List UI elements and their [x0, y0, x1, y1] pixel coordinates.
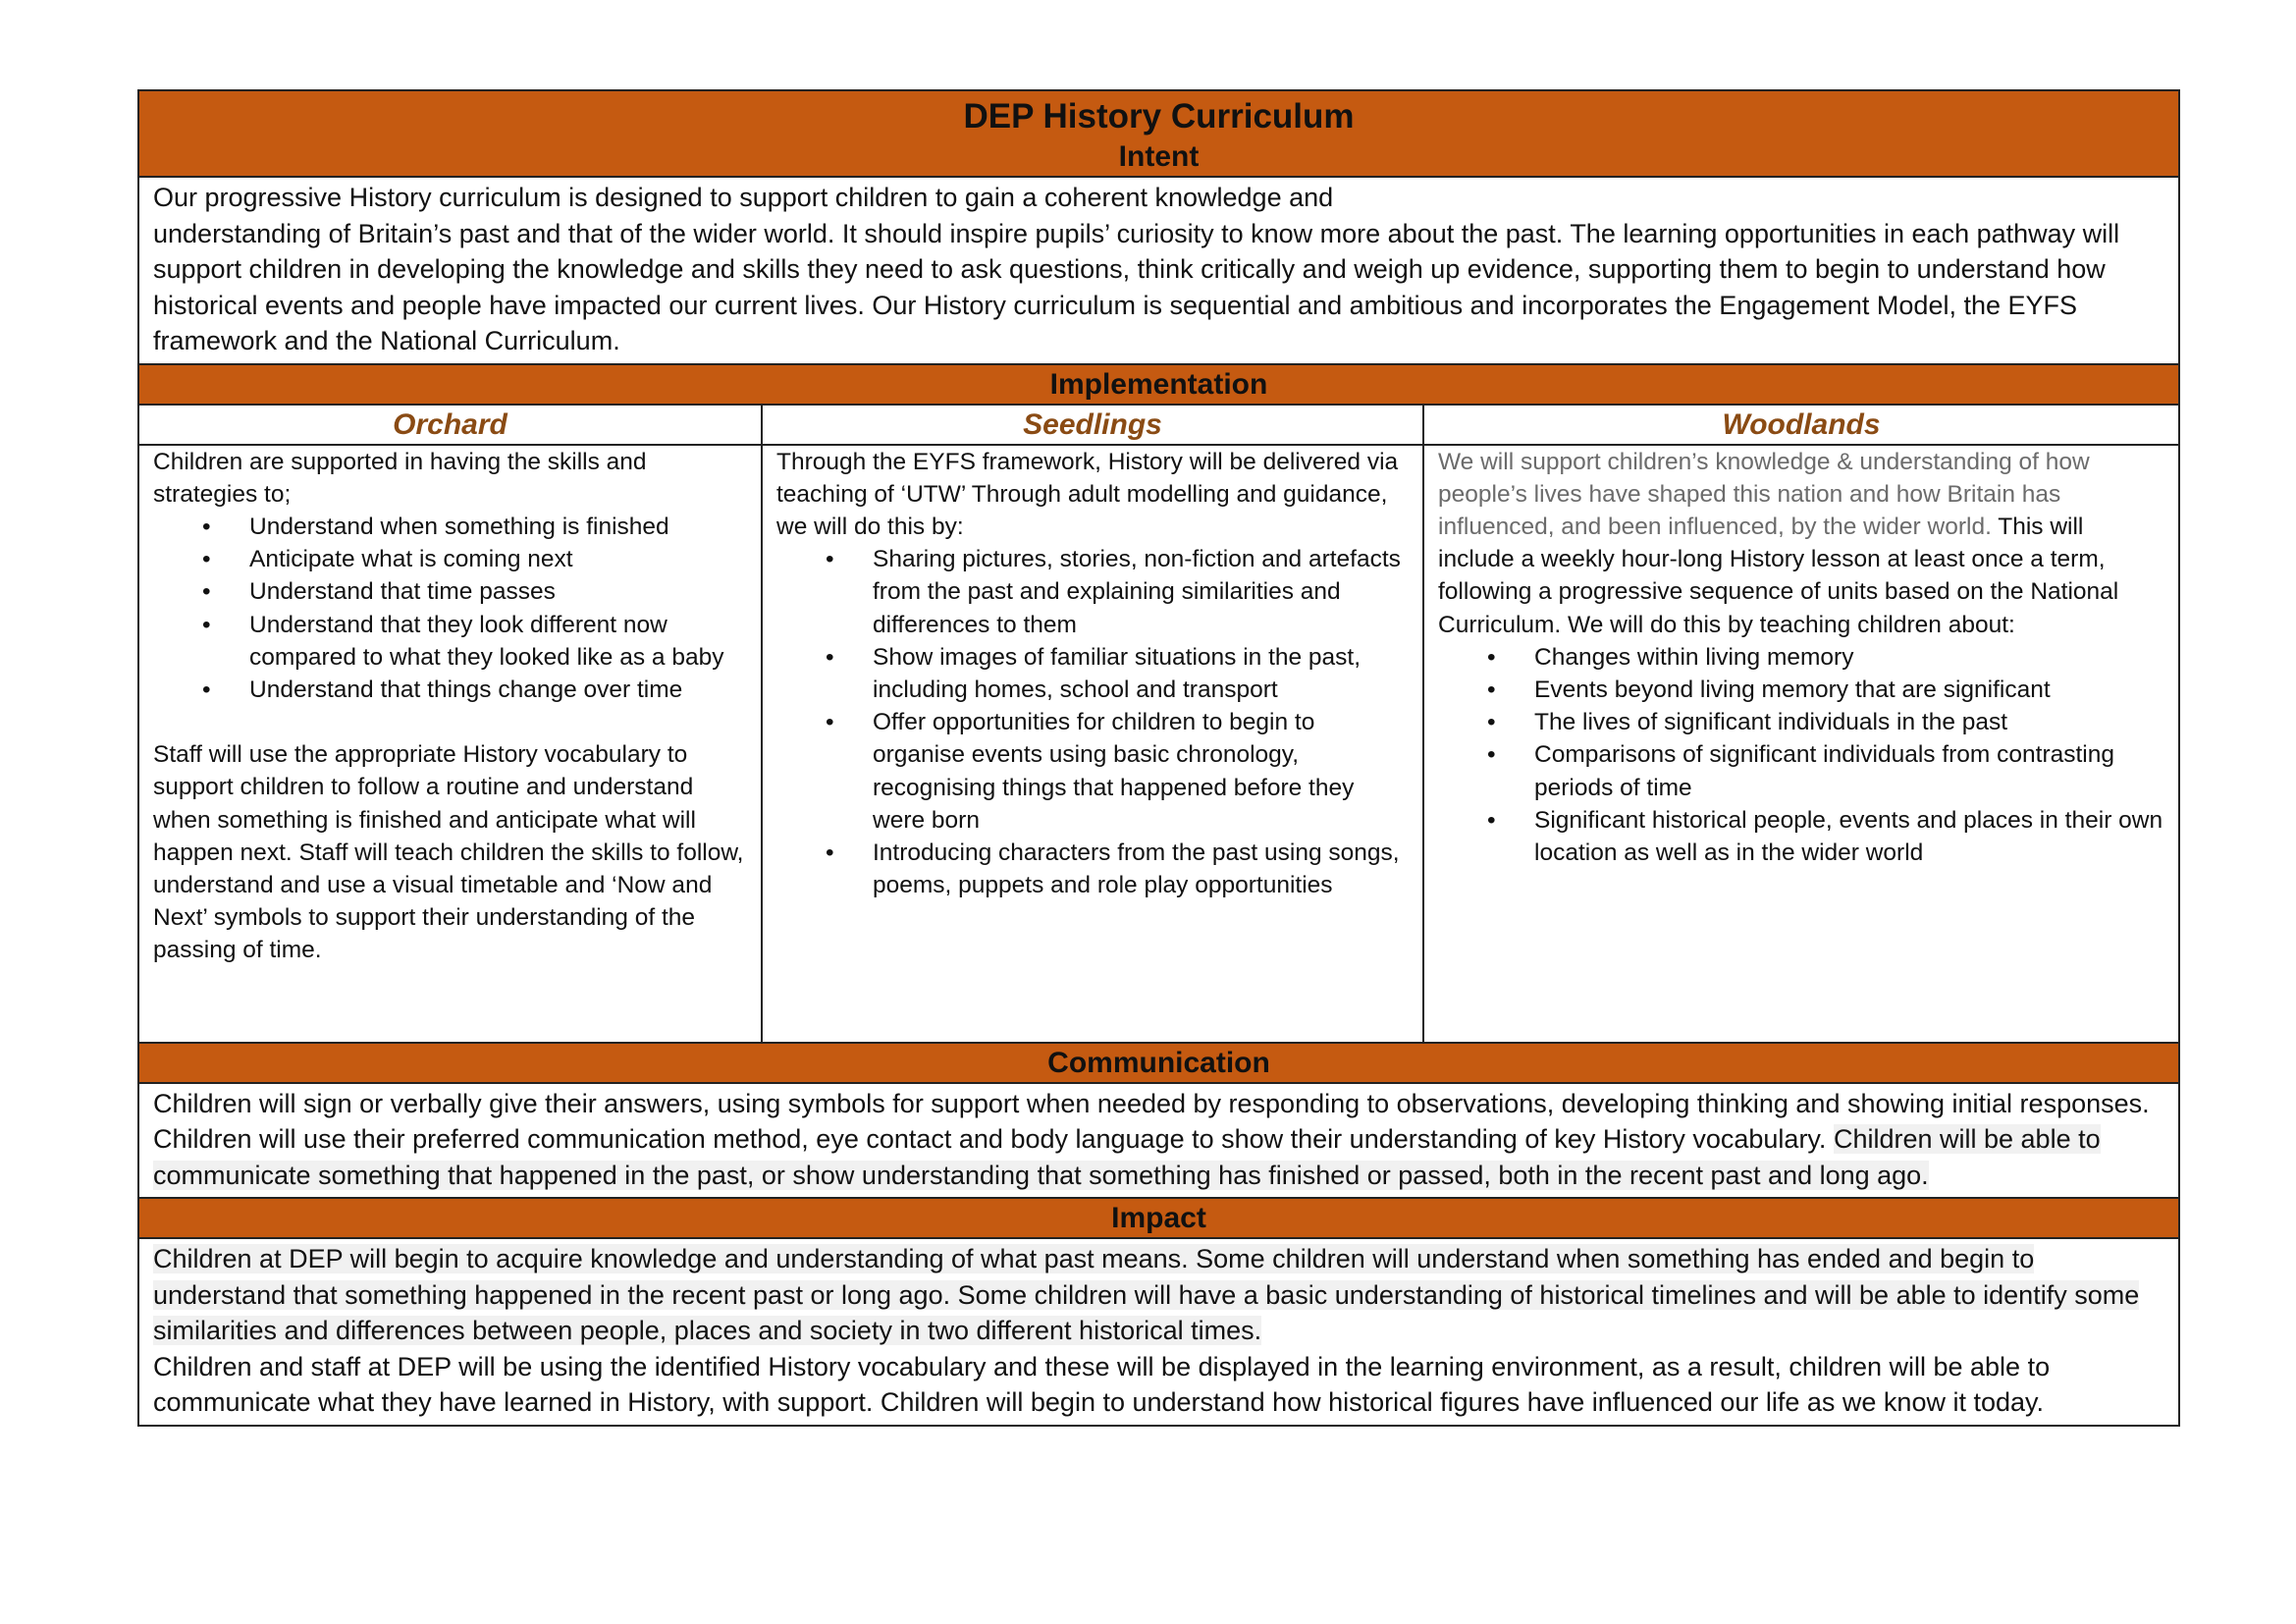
- impact-text: [139, 1239, 2178, 1425]
- pathway-headings: [139, 406, 2178, 446]
- list-item: • Changes within living memory: [1534, 641, 2164, 674]
- orchard-intro: Children are supported in having the skills and strategies to;: [153, 448, 647, 508]
- list-item: • Understand that they look different now compared to what they looked like as a baby: [249, 609, 747, 674]
- list-item: • Show images of familiar situations in the past, including homes, school and transport: [873, 641, 1409, 706]
- impact-text-a: Children at DEP will begin to acquire knowledge and understanding of what past means. Some children will understand when something has ended and begin to understand that something happened in the recent past or long ago. Some children will have a basic understanding of historical timelines and will be able to identify some similarities and differences between people, places and society in two different historical times.: [153, 1244, 2140, 1345]
- orchard-list: [153, 511, 747, 706]
- intent-line-1: Our progressive History curriculum is designed to support children to gain a coherent knowledge and: [153, 183, 1334, 212]
- list-item: • The lives of significant individuals in the past: [1534, 706, 2164, 738]
- implementation-heading: Implementation: [139, 365, 2178, 406]
- woodlands-heading: Woodlands: [1722, 407, 1881, 441]
- seedlings-list: [776, 543, 1409, 901]
- list-item: • Introducing characters from the past using songs, poems, puppets and role play opportunities: [873, 837, 1409, 901]
- orchard-cell: [139, 446, 763, 1042]
- impact-paragraph-2: Children and staff at DEP will be using the identified History vocabulary and these will be displayed in the learning environment, as a result, children will be able to communicate what they have learned in History, with support. Children will begin to understand how historical figures have influenced our life as we know it today.: [153, 1351, 2051, 1417]
- impact-paragraph-1: [153, 1241, 2164, 1349]
- communication-text: [139, 1084, 2178, 1200]
- impact-heading: Impact: [139, 1199, 2178, 1239]
- list-item: • Anticipate what is coming next: [249, 543, 747, 575]
- list-item: • Comparisons of significant individuals from contrasting periods of time: [1534, 738, 2164, 803]
- seedlings-heading: Seedlings: [763, 406, 1424, 444]
- woodlands-intro: [1438, 446, 2164, 641]
- list-item: • Offer opportunities for children to begin to organise events using basic chronology, recognising things that happened before they were born: [873, 706, 1409, 837]
- list-item: • Understand that time passes: [249, 575, 747, 608]
- list-item: • Sharing pictures, stories, non-fiction and artefacts from the past and explaining similarities and differences to them: [873, 543, 1409, 641]
- communication-text-b: Children will be able to communicate something that happened in the past, or show understanding that something has finished or passed, both in the recent past and long ago.: [153, 1124, 2101, 1190]
- list-item: • Understand that things change over time: [249, 674, 747, 706]
- seedlings-intro: Through the EYFS framework, History will be delivered via teaching of ‘UTW’ Through adult modelling and guidance, we will do this by:: [776, 448, 1399, 540]
- woodlands-intro-grey: We will support children’s knowledge & understanding of how people’s lives have shaped this nation and how Britain has influenced, and been influenced, by the wider world.: [1438, 448, 2090, 540]
- list-item: • Understand when something is finished: [249, 511, 747, 543]
- title-band: [139, 91, 2178, 178]
- woodlands-list: [1438, 641, 2164, 869]
- list-item: • Significant historical people, events and places in their own location as well as in the wider world: [1534, 804, 2164, 869]
- list-item: • Events beyond living memory that are significant: [1534, 674, 2164, 706]
- seedlings-cell: [763, 446, 1424, 1042]
- document-title: DEP History Curriculum: [963, 97, 1355, 135]
- orchard-outro: Staff will use the appropriate History vocabulary to support children to follow a routine and understand when something is finished and anticipate what will happen next. Staff will teach children the skills to follow, understand and use a visual timetable and ‘Now and Next’ symbols to support their understanding of the passing of time.: [153, 741, 744, 964]
- pathway-content: [139, 446, 2178, 1044]
- orchard-heading: Orchard: [139, 406, 763, 444]
- communication-heading: Communication: [139, 1044, 2178, 1084]
- woodlands-cell: [1424, 446, 2178, 1042]
- intent-text: [139, 178, 2178, 365]
- curriculum-table: [137, 89, 2180, 1427]
- intent-line-2: understanding of Britain’s past and that of the wider world. It should inspire pupils’ curiosity to know more about the past. The learning opportunities in each pathway will support children in developing the knowledge and skills they need to ask questions, think critically and weigh up evidence, supporting them to begin to understand how historical events and people have impacted our current lives. Our History curriculum is sequential and ambitious and incorporates the Engagement Model, the EYFS framework and the National Curriculum.: [153, 218, 2120, 355]
- woodlands-intro-black: This will include a weekly hour-long History lesson at least once a term, following a progressive sequence of units based on the National Curriculum. We will do this by teaching children about:: [1438, 513, 2119, 638]
- intent-heading: Intent: [1118, 140, 1200, 173]
- communication-text-a: Children will sign or verbally give their answers, using symbols for support when needed by responding to observations, developing thinking and showing initial responses. Children will use their preferred communication method, eye contact and body language to show their understanding of key History vocabulary.: [153, 1088, 2150, 1154]
